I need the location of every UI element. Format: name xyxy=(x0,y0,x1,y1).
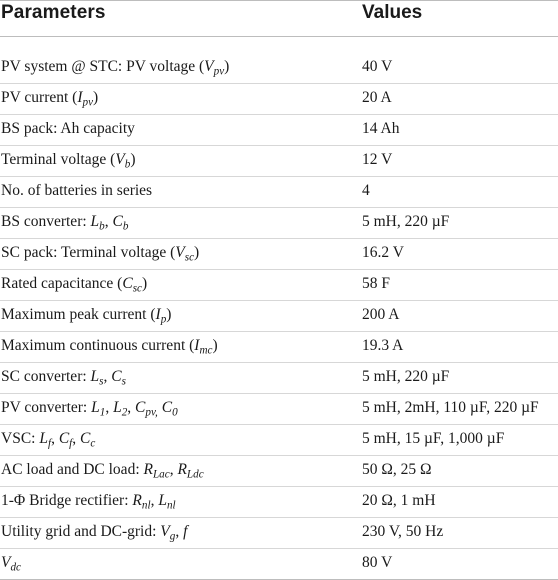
table-row xyxy=(0,548,558,580)
value-cell: 12 V xyxy=(362,151,393,168)
value-cell: 5 mH, 220 µF xyxy=(362,368,450,385)
table-row xyxy=(0,424,558,455)
table-row xyxy=(0,269,558,300)
table-row xyxy=(0,393,558,424)
table-row xyxy=(0,238,558,269)
parameter-cell: BS converter: $L_b$, $C_b$ xyxy=(1,213,129,233)
parameter-cell: Terminal voltage $(V_b)$ xyxy=(1,151,136,171)
table-header xyxy=(0,0,558,37)
parameter-cell: Maximum peak current $(I_p)$ xyxy=(1,306,172,326)
parameter-cell: AC load and DC load: $R_{Lac}$, $R_{Ldc}$ xyxy=(1,461,204,481)
table-row xyxy=(0,114,558,145)
parameter-cell: PV converter: $L_1$, $L_2$, $C_{pv,}$ $C_0$ xyxy=(1,399,178,419)
parameter-cell: No. of batteries in series xyxy=(1,182,153,199)
value-cell: 16.2 V xyxy=(362,244,404,261)
table-row xyxy=(0,362,558,393)
table-row xyxy=(0,145,558,176)
parameter-cell: Maximum continuous current $(I_{mc})$ xyxy=(1,337,218,357)
table-row xyxy=(0,53,558,83)
value-cell: 50 Ω, 25 Ω xyxy=(362,461,432,478)
parameter-cell: 1-Φ Bridge rectifier: $R_{nl}$, $L_{nl}$ xyxy=(1,492,176,512)
value-cell: 5 mH, 220 µF xyxy=(362,213,450,230)
value-cell: 14 Ah xyxy=(362,120,400,137)
value-cell: 5 mH, 2mH, 110 µF, 220 µF xyxy=(362,399,539,416)
parameter-cell: SC converter: $L_s$, $C_s$ xyxy=(1,368,126,388)
parameter-cell: $V_{dc}$ xyxy=(1,554,21,574)
value-cell: 40 V xyxy=(362,58,393,75)
table-row xyxy=(0,455,558,486)
table-row xyxy=(0,331,558,362)
table-body xyxy=(0,53,558,580)
value-cell: 200 A xyxy=(362,306,400,323)
parameter-cell: PV current $(I_{pv})$ xyxy=(1,89,99,109)
value-cell: 19.3 A xyxy=(362,337,404,354)
table-row xyxy=(0,83,558,114)
value-cell: 5 mH, 15 µF, 1,000 µF xyxy=(362,430,505,447)
parameter-cell: Utility grid and DC-grid: $V_g$, f xyxy=(1,523,188,543)
value-cell: 230 V, 50 Hz xyxy=(362,523,444,540)
value-cell: 20 A xyxy=(362,89,392,106)
parameter-cell: SC pack: Terminal voltage $(V_{sc})$ xyxy=(1,244,200,264)
value-cell: 4 xyxy=(362,182,370,199)
header-parameters: Parameters xyxy=(1,2,106,23)
header-spacer xyxy=(0,37,558,53)
value-cell: 20 Ω, 1 mH xyxy=(362,492,436,509)
table-row xyxy=(0,300,558,331)
parameter-cell: Rated capacitance $(C_{sc})$ xyxy=(1,275,148,295)
header-values: Values xyxy=(362,2,423,23)
parameter-cell: BS pack: Ah capacity xyxy=(1,120,135,137)
value-cell: 80 V xyxy=(362,554,393,571)
table-row xyxy=(0,207,558,238)
value-cell: 58 F xyxy=(362,275,390,292)
table-row xyxy=(0,486,558,517)
parameter-cell: VSC: $L_f$, $C_f$, $C_c$ xyxy=(1,430,96,450)
table-row xyxy=(0,517,558,548)
table-row xyxy=(0,176,558,207)
parameter-cell: PV system @ STC: PV voltage $(V_{pv})$ xyxy=(1,58,230,78)
